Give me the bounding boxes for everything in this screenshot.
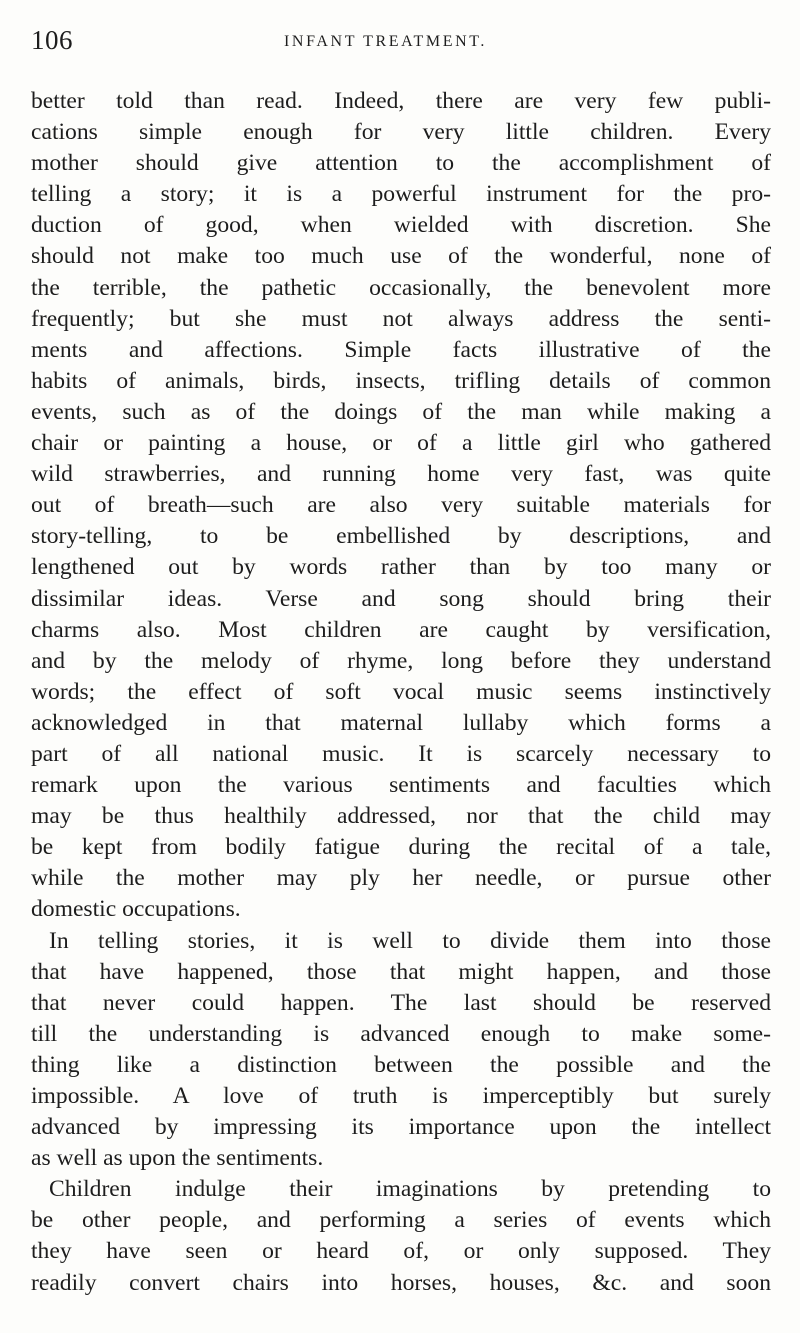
text-line: advanced by impressing its importance upon the intellect [31, 1114, 771, 1141]
text-line: words; the effect of soft vocal music seems instinctively [31, 678, 771, 705]
text-line: be kept from bodily fatigue during the recital of a tale, [31, 834, 771, 861]
text-line: till the understanding is advanced enough to make some- [31, 1020, 771, 1047]
text-line: may be thus healthily addressed, nor that the child may [31, 803, 771, 830]
running-head-title: INFANT TREATMENT. [284, 33, 488, 50]
text-line: impossible. A love of truth is imperceptibly but surely [31, 1083, 771, 1109]
paragraph-start-line: In telling stories, it is well to divide them into those [49, 927, 771, 954]
text-line: chair or painting a house, or of a little girl who gathered [31, 430, 771, 457]
page-number: 106 [31, 25, 73, 55]
text-line: while the mother may ply her needle, or pursue other [31, 865, 771, 892]
text-line: story-telling, to be embellished by descriptions, and [31, 523, 771, 550]
text-line: and by the melody of rhyme, long before they understand [31, 647, 771, 674]
text-line: thing like a distinction between the possible and the [31, 1051, 771, 1078]
text-line: lengthened out by words rather than by too many or [31, 554, 771, 581]
text-line: events, such as of the doings of the man while making a [31, 398, 771, 425]
text-line: frequently; but she must not always address the senti- [31, 305, 771, 332]
text-line: they have seen or heard of, or only supposed. They [31, 1238, 771, 1265]
text-line: should not make too much use of the wonderful, none of [31, 243, 771, 270]
text-line: that never could happen. The last should be reserved [31, 989, 771, 1016]
text-line: habits of animals, birds, insects, trifling details of common [31, 367, 771, 394]
paragraph-start-line: Children indulge their imaginations by pretending to [49, 1176, 771, 1203]
paragraph-end-line: domestic occupations. [31, 896, 241, 923]
text-line: mother should give attention to the accomplishment of [31, 150, 771, 177]
text-line: ments and affections. Simple facts illustrative of the [31, 336, 771, 363]
text-line: the terrible, the pathetic occasionally, the benevolent more [31, 274, 771, 301]
text-line: telling a story; it is a powerful instrument for the pro- [31, 181, 771, 208]
text-line: charms also. Most children are caught by versification, [31, 616, 771, 643]
text-line: readily convert chairs into horses, houses, &c. and soon [31, 1269, 771, 1296]
text-line: better told than read. Indeed, there are very few publi- [31, 88, 771, 114]
text-line: part of all national music. It is scarcely necessary to [31, 740, 771, 767]
text-line: duction of good, when wielded with discretion. She [31, 212, 771, 239]
text-line: cations simple enough for very little children. Every [31, 119, 771, 146]
text-line: remark upon the various sentiments and faculties which [31, 772, 771, 799]
text-line: dissimilar ideas. Verse and song should bring their [31, 585, 771, 612]
text-line: that have happened, those that might happen, and those [31, 958, 771, 985]
body-text [31, 86, 771, 1299]
paragraph-end-line: as well as upon the sentiments. [31, 1145, 324, 1172]
text-line: out of breath—such are also very suitable materials for [31, 492, 771, 519]
text-line: wild strawberries, and running home very fast, was quite [31, 461, 771, 488]
text-line: be other people, and performing a series of events which [31, 1207, 771, 1234]
running-head [31, 20, 771, 60]
text-line: acknowledged in that maternal lullaby which forms a [31, 709, 771, 736]
